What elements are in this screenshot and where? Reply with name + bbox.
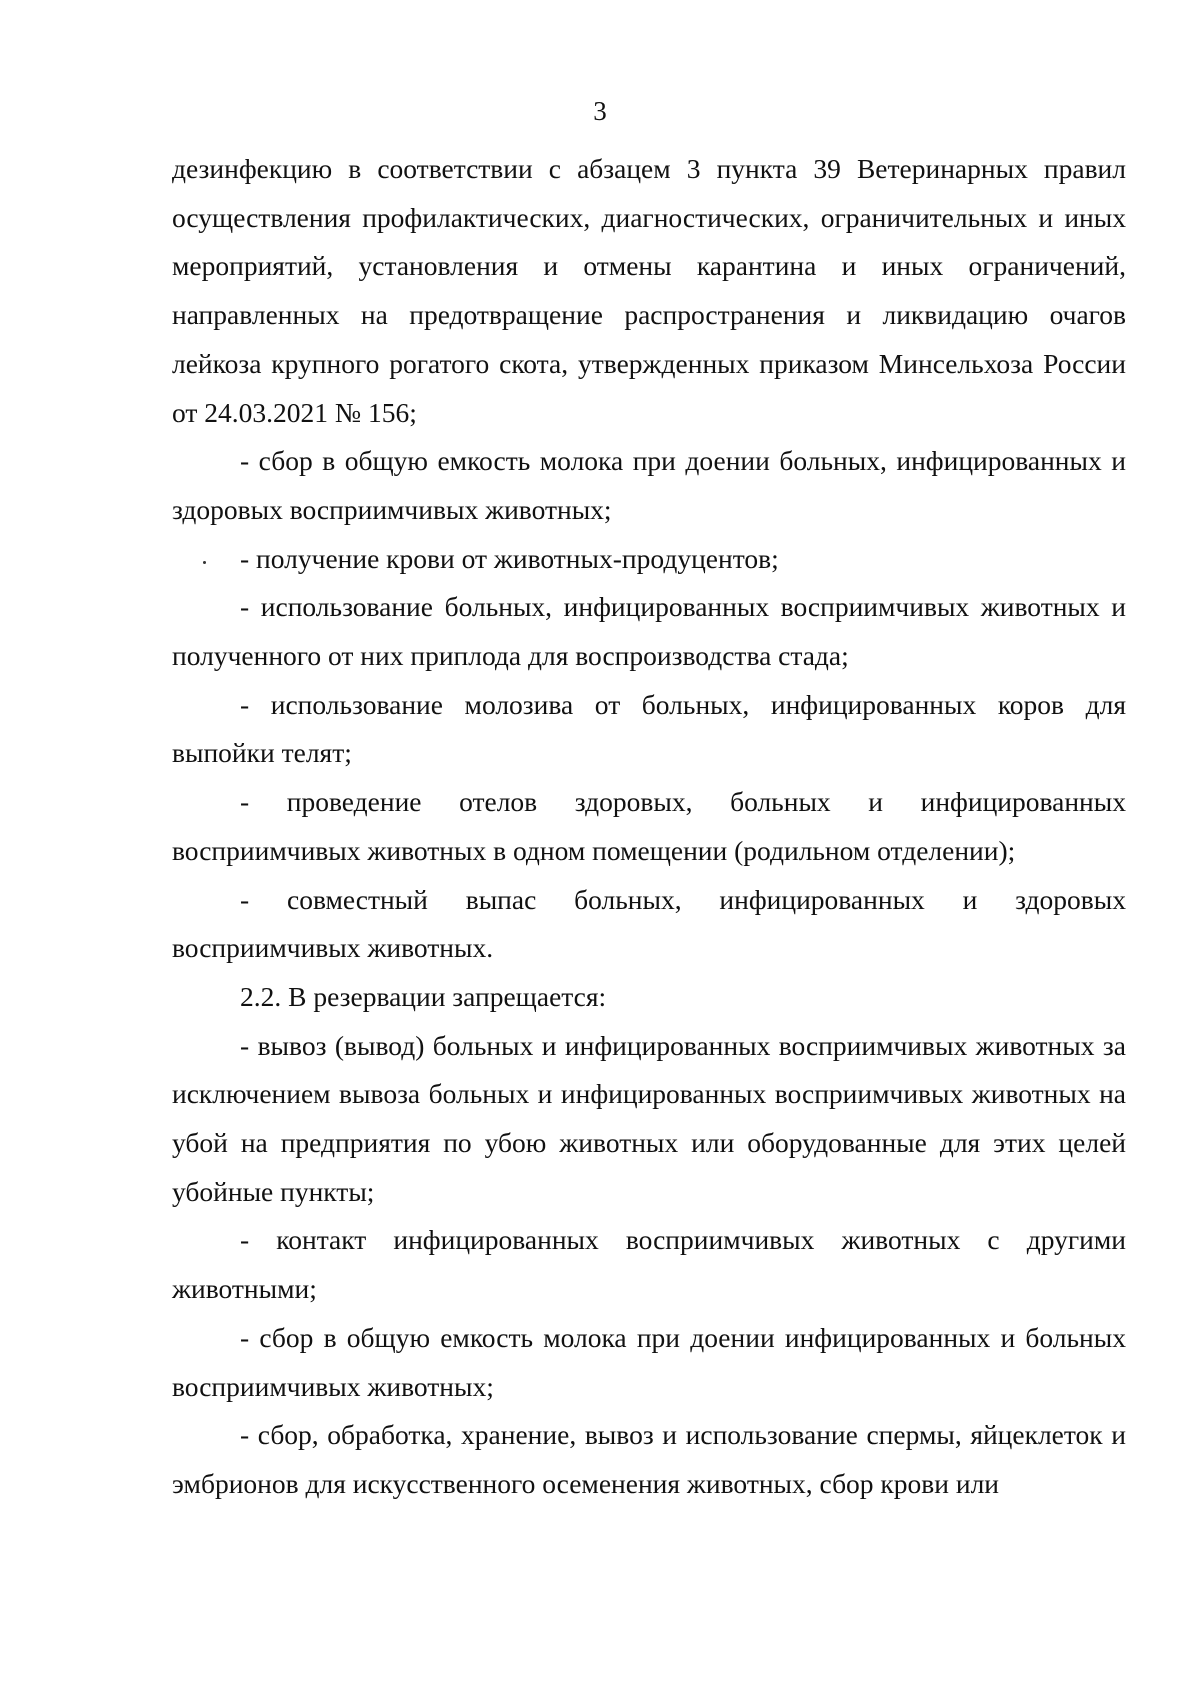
list-item-animal-contact: - контакт инфицированных восприимчивых животных с другими животными;	[172, 1224, 1126, 1305]
list-item-joint-grazing: - совместный выпас больных, инфицированных и здоровых восприимчивых животных.	[172, 883, 1126, 964]
list-item-milk-collection: - сбор в общую емкость молока при доении больных, инфицированных и здоровых восприимчивых животных;	[172, 445, 1126, 525]
list-item-semen-embryos: - сбор, обработка, хранение, вывоз и использование спермы, яйцеклеток и эмбрионов для искусственного осеменения животных, сбор крови или	[172, 1419, 1126, 1499]
list-item-colostrum-use: - использование молозива от больных, инфицированных коров для выпойки телят;	[172, 688, 1126, 769]
list-item-calving: - проведение отелов здоровых, больных и инфицированных восприимчивых животных в одном помещении (родильном отделении);	[172, 786, 1126, 866]
list-item-herd-reproduction: - использование больных, инфицированных восприимчивых животных и полученного от них приплода для воспроизводства стада;	[172, 591, 1126, 672]
paragraph-disinfection-continuation: дезинфекцию в соответствии с абзацем 3 пункта 39 Ветеринарных правил осуществления профилактических, диагностических, ограничительных и иных мероприятий, установления и отмены карантина и иных ограничений, направленных на предотвращение распространения и ликвидацию очагов лейкоза крупного рогатого скота, утвержденных приказом Минсельхоза России от 24.03.2021 № 156;	[172, 153, 1126, 428]
document-body	[172, 145, 1126, 1509]
list-item-blood-collection: - получение крови от животных-продуцентов;	[240, 542, 779, 574]
page-number: 3	[593, 96, 607, 126]
section-heading-2-2: 2.2. В резервации запрещается:	[240, 980, 607, 1012]
list-item-milk-collection-infected: - сбор в общую емкость молока при доении инфицированных и больных восприимчивых животных;	[172, 1321, 1126, 1402]
list-item-animal-removal: - вывоз (вывод) больных и инфицированных восприимчивых животных за исключением вывоза больных и инфицированных восприимчивых животных на убой на предприятия по убою животных или оборудованные для этих целей убойные пункты;	[172, 1029, 1126, 1207]
